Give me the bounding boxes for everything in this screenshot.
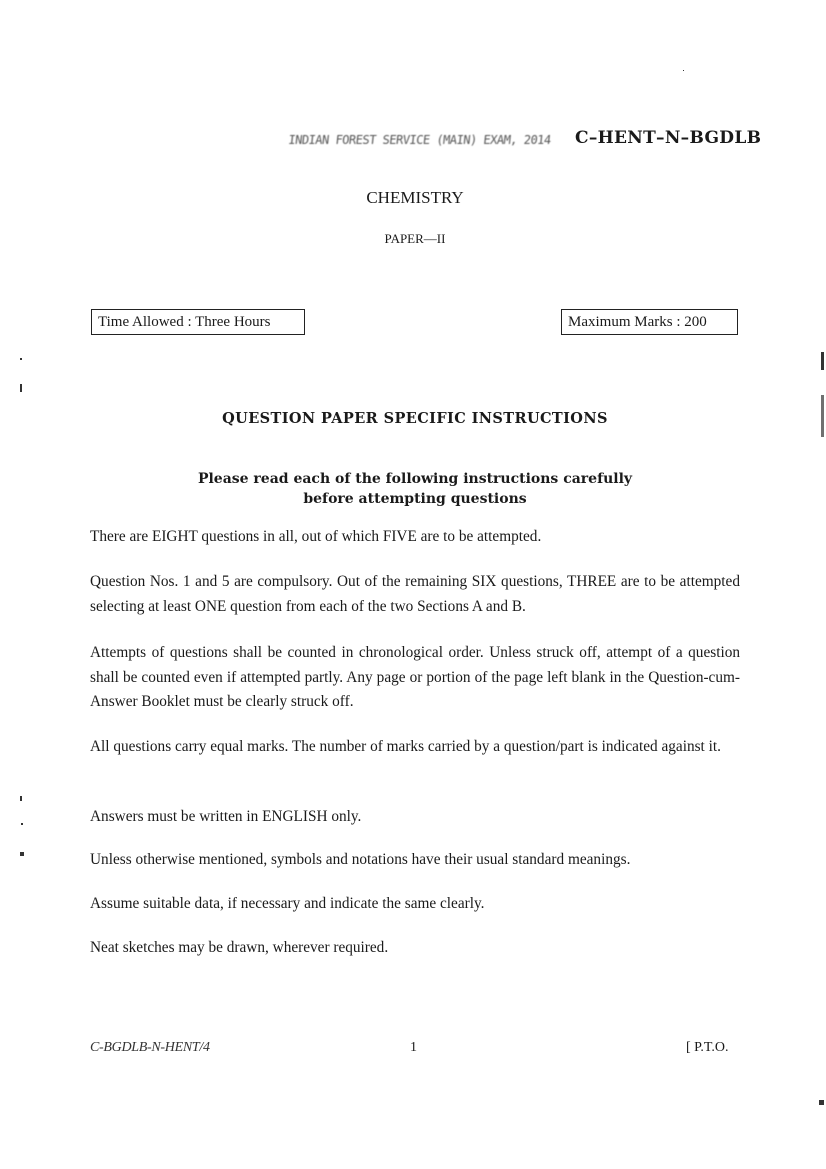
scan-speck [821,395,824,437]
pto-label: [ P.T.O. [686,1040,729,1055]
scan-speck [683,70,684,71]
subject-title: CHEMISTRY [366,188,464,207]
instructions-heading: QUESTION PAPER SPECIFIC INSTRUCTIONS [222,410,608,427]
instruction-item: Neat sketches may be drawn, wherever required. [90,939,389,956]
instruction-item: Attempts of questions shall be counted in chronological order. Unless struck off, attempt of a question shall be counted even if attempted partly. Any page or portion of the page left blank in the Question-cum-Answer Booklet must be clearly struck off. [90,644,740,710]
page-number: 1 [410,1040,417,1055]
time-allowed-box: Time Allowed : Three Hours [91,309,305,335]
scan-speck [819,1100,824,1105]
maximum-marks-box: Maximum Marks : 200 [561,309,738,335]
instruction-item: Question Nos. 1 and 5 are compulsory. Out of the remaining SIX questions, THREE are to be attempted selecting at least ONE question from each of the two Sections A and B. [90,573,740,615]
instruction-item: There are EIGHT questions in all, out of which FIVE are to be attempted. [90,528,542,545]
footer-code: C-BGDLB-N-HENT/4 [90,1040,210,1055]
instruction-item: Assume suitable data, if necessary and indicate the same clearly. [90,895,485,912]
subheading-line-2: before attempting questions [303,491,527,507]
scan-speck [20,796,22,801]
scan-speck [20,852,24,856]
instruction-item: Answers must be written in ENGLISH only. [90,808,362,825]
subheading-line-1: Please read each of the following instructions carefully [197,471,633,487]
instruction-item: Unless otherwise mentioned, symbols and notations have their usual standard meanings. [90,851,631,868]
instructions-subheading [0,469,826,509]
paper-code: C–HENT–N–BGDLB [575,128,762,148]
scan-speck [821,352,824,370]
exam-stamp: INDIAN FOREST SERVICE (MAIN) EXAM, 2014 [287,133,552,147]
scan-speck [21,823,23,825]
instruction-item: All questions carry equal marks. The number of marks carried by a question/part is indicated against it. [90,738,721,755]
scan-speck [20,358,22,360]
scan-speck [20,384,22,392]
paper-number: PAPER—II [384,231,446,246]
